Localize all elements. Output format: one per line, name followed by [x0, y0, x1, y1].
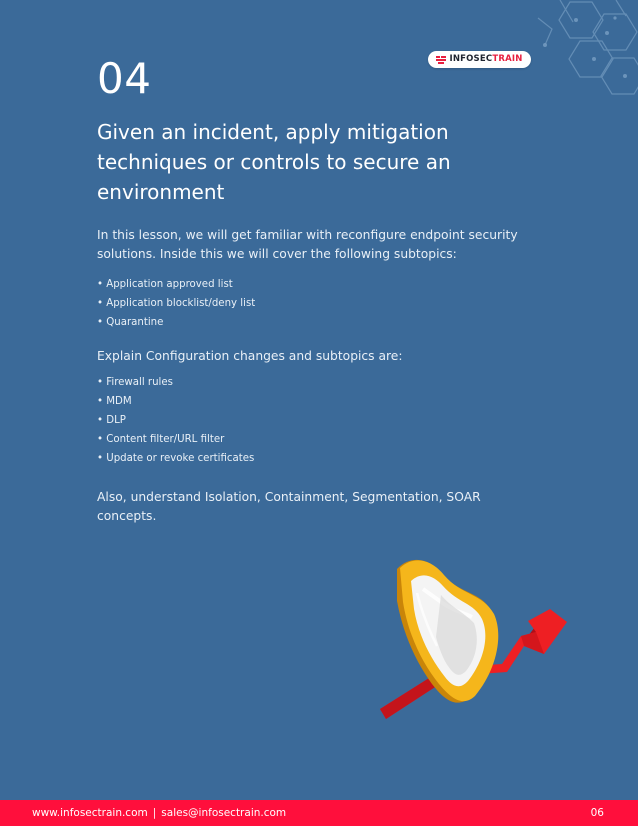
company-logo-text: INFOSECTRAIN: [449, 54, 523, 65]
subtopic-item: • Firewall rules: [97, 373, 254, 392]
subtopic-item: • Application blocklist/deny list: [97, 294, 255, 313]
email-link[interactable]: sales@infosectrain.com: [161, 807, 287, 819]
endpoint-security-subtopics: [97, 275, 255, 332]
website-link[interactable]: www.infosectrain.com: [32, 807, 148, 819]
subtopic-item: • Content filter/URL filter: [97, 430, 254, 449]
footer-bar: [0, 800, 638, 826]
company-logo: [428, 51, 531, 68]
configuration-heading: Explain Configuration changes and subtopics are:: [97, 349, 403, 363]
closing-paragraph: Also, understand Isolation, Containment, Segmentation, SOAR concepts.: [97, 490, 481, 523]
subtopic-item: • MDM: [97, 392, 254, 411]
subtopic-item: • Application approved list: [97, 275, 255, 294]
security-shield-arrow-icon: [368, 545, 568, 735]
subtopic-item: • Update or revoke certificates: [97, 449, 254, 468]
page-number: 06: [590, 807, 604, 819]
subtopic-item: • DLP: [97, 411, 254, 430]
intro-paragraph: In this lesson, we will get familiar with reconfigure endpoint security solutions. Inside this we will cover the following subtopics:: [97, 228, 518, 261]
configuration-subtopics: [97, 373, 254, 468]
footer-separator: |: [152, 807, 157, 819]
infosectrain-logo-icon: [436, 56, 446, 64]
section-title: Given an incident, apply mitigation techniques or controls to secure an environment: [97, 120, 451, 204]
footer-contact: [32, 807, 286, 819]
subtopic-item: • Quarantine: [97, 313, 255, 332]
section-number: 04: [97, 54, 152, 103]
